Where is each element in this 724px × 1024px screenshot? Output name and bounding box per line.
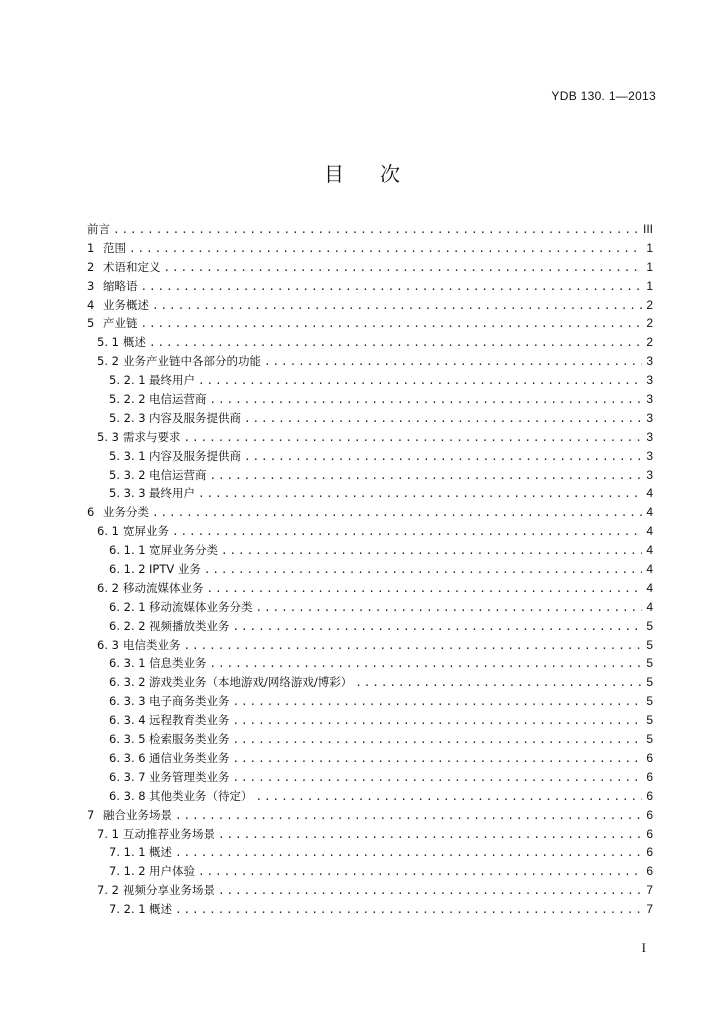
toc-entry-label: 缩略语 [103, 278, 138, 293]
toc-entry-label: 电信运营商 [149, 467, 207, 482]
toc-entry-page: 6 [646, 864, 653, 879]
toc-entry-number: 6. 1 [97, 524, 119, 539]
title-char-2: 次 [380, 162, 400, 186]
toc-entry-number: 6. 3. 7 [109, 769, 146, 784]
toc-entry[interactable] [87, 314, 653, 333]
toc-entry-label: 前言 [87, 222, 110, 236]
toc-entry-number: 6. 3. 8 [109, 788, 146, 803]
toc-dot-leader [210, 391, 643, 410]
toc-dot-leader [218, 882, 642, 901]
toc-entry-number: 5. 3. 1 [109, 448, 146, 463]
toc-dot-leader [244, 410, 642, 429]
toc-entry-page: 1 [646, 240, 653, 255]
toc-entry[interactable] [87, 522, 653, 541]
toc-entry-label: 需求与要求 [123, 429, 181, 444]
toc-entry[interactable] [87, 484, 653, 503]
toc-entry-label: 业务分类 [103, 505, 149, 520]
toc-entry-page: 3 [646, 392, 653, 407]
toc-dot-leader [113, 221, 640, 240]
toc-entry-number: 6. 1. 2 [109, 562, 146, 577]
page-number: I [641, 940, 646, 955]
toc-entry-page: 6 [646, 769, 653, 784]
toc-entry-label: 范围 [103, 240, 126, 255]
toc-dot-leader [184, 429, 643, 448]
toc-entry-number: 6. 3 [97, 637, 119, 652]
toc-entry-label: 最终用户 [149, 486, 195, 501]
toc-entry[interactable] [87, 579, 653, 598]
toc-dot-leader [141, 278, 643, 297]
title-char-1: 目 [324, 162, 344, 186]
toc-dot-leader [141, 315, 643, 334]
toc-dot-leader [175, 844, 642, 863]
toc-dot-leader [233, 712, 643, 731]
toc-dot-leader [210, 467, 643, 486]
toc-entry[interactable] [87, 768, 653, 787]
toc-dot-leader [198, 863, 642, 882]
toc-entry-page: 5 [646, 675, 653, 690]
toc-entry-page: 5 [646, 637, 653, 652]
toc-dot-leader [152, 297, 642, 316]
toc-dot-leader [221, 542, 642, 561]
toc-entry-label: 融合业务场景 [103, 807, 172, 822]
toc-dot-leader [207, 580, 643, 599]
toc-entry-number: 4 [87, 297, 95, 312]
toc-entry-number: 5. 2. 1 [109, 373, 146, 388]
toc-entry[interactable] [87, 636, 653, 655]
toc-entry-page: 1 [646, 278, 653, 293]
toc-entry-page: 6 [646, 788, 653, 803]
toc-dot-leader [198, 372, 642, 391]
toc-entry-page: 7 [646, 883, 653, 898]
toc-entry-number: 5. 2 [97, 354, 119, 369]
toc-entry[interactable] [87, 692, 653, 711]
toc-dot-leader [256, 599, 643, 618]
page-title [0, 158, 724, 187]
toc-entry-page: 3 [646, 448, 653, 463]
toc-entry-number: 6. 3. 6 [109, 750, 146, 765]
toc-entry-label: 其他类业务（待定） [149, 788, 253, 803]
toc-dot-leader [149, 334, 642, 353]
toc-entry[interactable] [87, 843, 653, 862]
toc-entry[interactable] [87, 806, 653, 825]
toc-entry-number: 5 [87, 316, 95, 331]
toc-entry[interactable] [87, 900, 653, 919]
toc-entry-label: 概述 [149, 902, 172, 917]
toc-entry-page: 6 [646, 807, 653, 822]
toc-entry-number: 6. 3. 3 [109, 694, 146, 709]
toc-entry-page: 4 [646, 524, 653, 539]
toc-entry[interactable] [87, 258, 653, 277]
toc-entry[interactable] [87, 541, 653, 560]
document-code: YDB 130. 1—2013 [551, 89, 656, 103]
toc-entry-label: 游戏类业务（本地游戏/网络游戏/博彩） [149, 675, 353, 690]
toc-entry-number: 7. 1. 1 [109, 845, 146, 860]
toc-dot-leader [218, 826, 642, 845]
toc-entry-page: 3 [646, 373, 653, 388]
toc-entry[interactable] [87, 503, 653, 522]
toc-entry-label: 业务产业链中各部分的功能 [123, 354, 261, 369]
toc-entry-page: 4 [646, 599, 653, 614]
toc-entry-number: 6. 3. 1 [109, 656, 146, 671]
toc-entry-label: 通信业务类业务 [149, 750, 230, 765]
toc-entry-number: 6. 2. 2 [109, 618, 146, 633]
toc-entry-label: IPTV 业务 [149, 562, 201, 577]
toc-entry-page: 3 [646, 467, 653, 482]
toc-entry-page: 6 [646, 845, 653, 860]
toc-entry[interactable] [87, 239, 653, 258]
toc-entry[interactable] [87, 277, 653, 296]
toc-entry-number: 5. 1 [97, 335, 119, 350]
toc-dot-leader [233, 693, 643, 712]
toc-dot-leader [233, 731, 643, 750]
toc-entry[interactable] [87, 598, 653, 617]
toc-entry-label: 电信类业务 [123, 637, 181, 652]
toc-entry-number: 6. 3. 4 [109, 713, 146, 728]
toc-dot-leader [204, 561, 642, 580]
toc-entry-number: 6. 1. 1 [109, 543, 146, 558]
toc-entry[interactable] [87, 654, 653, 673]
toc-entry-label: 概述 [149, 845, 172, 860]
toc-entry[interactable] [87, 447, 653, 466]
toc-entry-page: 3 [646, 429, 653, 444]
toc-entry-label: 检索服务类业务 [149, 732, 230, 747]
toc-entry-label: 移动流媒体业务 [123, 580, 204, 595]
toc-entry-label: 最终用户 [149, 373, 195, 388]
toc-entry-number: 7. 1. 2 [109, 864, 146, 879]
toc-entry-number: 7. 2. 1 [109, 902, 146, 917]
toc-entry-page: 1 [646, 259, 653, 274]
toc-entry[interactable] [87, 466, 653, 485]
toc-entry-number: 2 [87, 259, 95, 274]
toc-entry-label: 内容及服务提供商 [149, 448, 241, 463]
toc-dot-leader [244, 448, 642, 467]
toc-entry-label: 概述 [123, 335, 146, 350]
toc-entry-page: 5 [646, 732, 653, 747]
toc-entry-page: 4 [646, 543, 653, 558]
toc-entry-label: 内容及服务提供商 [149, 410, 241, 425]
toc-entry-page: 6 [646, 826, 653, 841]
toc-entry-page: 4 [646, 562, 653, 577]
toc-entry-page: 3 [646, 354, 653, 369]
toc-dot-leader [264, 353, 642, 372]
toc-entry[interactable] [87, 673, 653, 692]
toc-entry-number: 6 [87, 505, 95, 520]
toc-entry[interactable] [87, 352, 653, 371]
toc-dot-leader [175, 807, 642, 826]
toc-entry-number: 5. 2. 2 [109, 392, 146, 407]
toc-entry-number: 3 [87, 278, 95, 293]
toc-dot-leader [184, 637, 643, 656]
toc-entry[interactable] [87, 862, 653, 881]
toc-entry-page: 7 [646, 902, 653, 917]
toc-entry[interactable] [87, 409, 653, 428]
toc-dot-leader [233, 750, 643, 769]
toc-entry[interactable] [87, 881, 653, 900]
toc-entry-label: 远程教育类业务 [149, 713, 230, 728]
toc-dot-leader [233, 618, 643, 637]
toc-entry[interactable] [87, 296, 653, 315]
toc-entry-number: 6. 2 [97, 580, 119, 595]
toc-entry[interactable] [87, 617, 653, 636]
toc-entry-number: 6. 2. 1 [109, 599, 146, 614]
toc-entry-page: III [642, 222, 653, 236]
toc-dot-leader [233, 769, 643, 788]
toc-dot-leader [355, 674, 642, 693]
toc-entry-page: 4 [646, 505, 653, 520]
toc-entry[interactable] [87, 560, 653, 579]
toc-entry[interactable] [87, 333, 653, 352]
toc-entry-page: 4 [646, 486, 653, 501]
toc-entry-page: 6 [646, 750, 653, 765]
toc-entry-label: 业务概述 [103, 297, 149, 312]
toc-entry-page: 4 [646, 580, 653, 595]
toc-entry-page: 5 [646, 618, 653, 633]
toc-dot-leader [210, 655, 643, 674]
toc-entry-number: 6. 3. 2 [109, 675, 146, 690]
toc-entry[interactable] [87, 371, 653, 390]
toc-entry-page: 3 [646, 410, 653, 425]
toc-entry-label: 移动流媒体业务分类 [149, 599, 253, 614]
toc-entry-number: 5. 3 [97, 429, 119, 444]
toc-entry[interactable] [87, 428, 653, 447]
toc-entry[interactable] [87, 711, 653, 730]
toc-entry-page: 2 [646, 297, 653, 312]
toc-entry-label: 术语和定义 [103, 259, 161, 274]
toc-entry-page: 2 [646, 316, 653, 331]
toc-entry-label: 宽屏业务分类 [149, 543, 218, 558]
toc-entry[interactable] [87, 787, 653, 806]
toc-dot-leader [152, 504, 642, 523]
toc-entry[interactable] [87, 749, 653, 768]
toc-entry-label: 信息类业务 [149, 656, 207, 671]
toc-entry[interactable] [87, 390, 653, 409]
toc-entry[interactable] [87, 220, 653, 239]
toc-dot-leader [256, 788, 643, 807]
toc-entry-number: 5. 2. 3 [109, 410, 146, 425]
toc-entry[interactable] [87, 730, 653, 749]
toc-entry-label: 电子商务类业务 [149, 694, 230, 709]
toc-entry-number: 5. 3. 2 [109, 467, 146, 482]
toc-entry-page: 5 [646, 694, 653, 709]
toc-entry-label: 用户体验 [149, 864, 195, 879]
toc-entry-label: 视频分享业务场景 [123, 883, 215, 898]
toc-entry-label: 电信运营商 [149, 392, 207, 407]
toc-dot-leader [129, 240, 642, 259]
toc-dot-leader [164, 259, 643, 278]
toc-entry-page: 5 [646, 656, 653, 671]
toc-entry-number: 7 [87, 807, 95, 822]
toc-dot-leader [198, 485, 642, 504]
toc-entry-label: 业务管理类业务 [149, 769, 230, 784]
toc-entry-label: 互动推荐业务场景 [123, 826, 215, 841]
toc-entry[interactable] [87, 825, 653, 844]
toc-dot-leader [172, 523, 642, 542]
toc-entry-label: 产业链 [103, 316, 138, 331]
toc-entry-page: 5 [646, 713, 653, 728]
toc-entry-number: 5. 3. 3 [109, 486, 146, 501]
toc-entry-number: 6. 3. 5 [109, 732, 146, 747]
toc-entry-page: 2 [646, 335, 653, 350]
toc-entry-number: 7. 2 [97, 883, 119, 898]
toc-dot-leader [175, 901, 642, 920]
table-of-contents [87, 220, 653, 919]
toc-entry-number: 7. 1 [97, 826, 119, 841]
toc-entry-label: 宽屏业务 [123, 524, 169, 539]
toc-entry-label: 视频播放类业务 [149, 618, 230, 633]
toc-entry-number: 1 [87, 240, 95, 255]
